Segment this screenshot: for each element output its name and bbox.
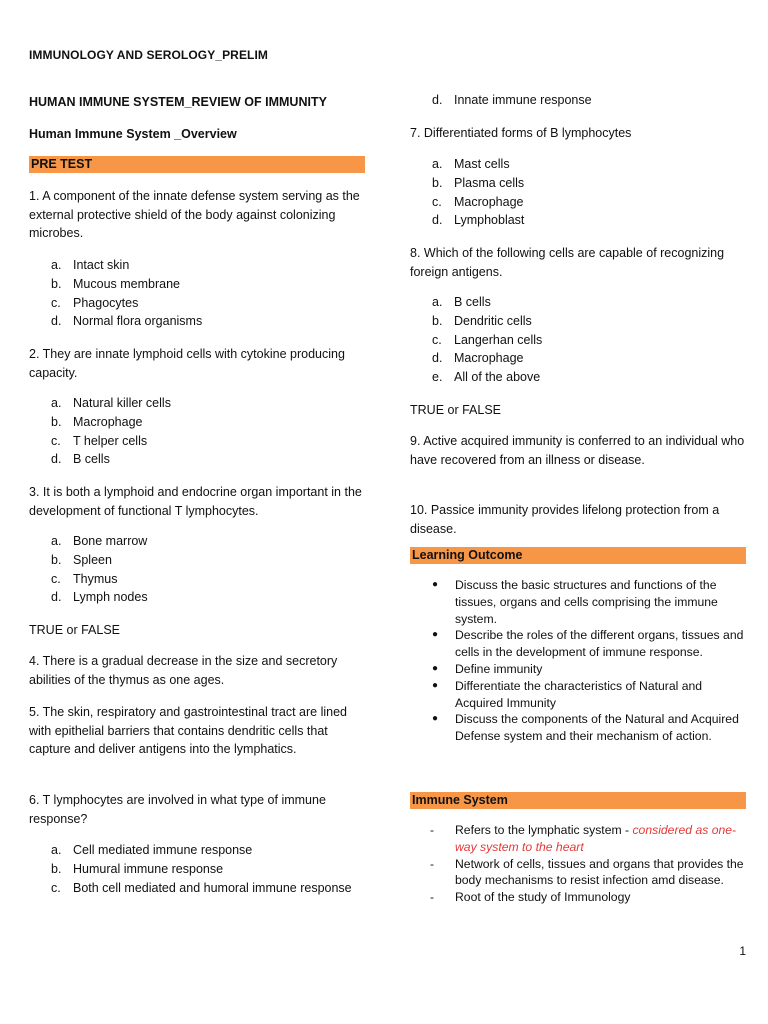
option-6b: b. Humural immune response: [51, 861, 224, 876]
question-7: 7. Differentiated forms of B lymphocytes: [410, 126, 632, 140]
option-7c: c. Macrophage: [432, 194, 524, 209]
dash-bullet-icon: -: [430, 823, 434, 837]
option-3a: a. Bone marrow: [51, 534, 148, 548]
option-2b: b. Macrophage: [51, 414, 143, 429]
immune-system-item: - Root of the study of Immunology: [430, 890, 631, 905]
option-1a: a. Intact skin: [51, 258, 130, 272]
question-5: 5. The skin, respiratory and gastrointestinal tract are lined with epithelial barriers that contains dendritic cells that capture and deliver antigens into the lymphatics.: [29, 705, 347, 756]
option-8b: b. Dendritic cells: [432, 313, 532, 328]
option-1b: b. Mucous membrane: [51, 276, 180, 291]
dash-bullet-icon: -: [430, 890, 434, 905]
bullet-icon: ●: [432, 579, 439, 590]
option-8c: c. Langerhan cells: [432, 332, 543, 347]
bullet-icon: ●: [432, 629, 439, 641]
option-3d: d. Lymph nodes: [51, 590, 148, 605]
option-2d: d. B cells: [51, 452, 110, 467]
true-false-label-2: TRUE or FALSE: [410, 403, 501, 417]
option-2c: c. T helper cells: [51, 433, 148, 448]
question-7-options: [410, 155, 746, 230]
immune-system-item: - Refers to the lymphatic system - considered as one-way system to the heart: [430, 823, 737, 854]
option-7b: b. Plasma cells: [432, 175, 525, 190]
option-8a: a. B cells: [432, 295, 491, 309]
learning-outcome-item: ● Discuss the basic structures and functions of the tissues, organs and cells comprising the immune system.: [432, 578, 718, 626]
question-1-options: [29, 256, 365, 331]
learning-outcome-item: ● Define immunity: [432, 661, 543, 676]
pretest-heading: PRE TEST: [29, 156, 365, 173]
dash-bullet-icon: -: [430, 856, 434, 871]
bullet-icon: ●: [432, 679, 439, 691]
page-number: 1: [739, 944, 746, 958]
learning-outcome-item: ● Differentiate the characteristics of Natural and Acquired Immunity: [432, 678, 703, 710]
option-8d: d. Macrophage: [432, 351, 524, 366]
immune-system-list: [410, 822, 746, 906]
question-8-options: [410, 293, 746, 387]
question-2: 2. They are innate lymphoid cells with cytokine producing capacity.: [29, 347, 345, 380]
option-6d: d. Innate immune response: [432, 93, 592, 107]
option-3c: c. Thymus: [51, 571, 118, 586]
question-2-options: [29, 394, 365, 469]
option-1c: c. Phagocytes: [51, 295, 139, 310]
option-6c: c. Both cell mediated and humoral immune response: [51, 880, 352, 895]
option-2a: a. Natural killer cells: [51, 396, 171, 410]
document-subtitle: Human Immune System _Overview: [29, 127, 237, 141]
option-3b: b. Spleen: [51, 552, 112, 567]
question-6-options: [29, 841, 365, 897]
option-7d: d. Lymphoblast: [432, 213, 525, 228]
immune-system-item: - Network of cells, tissues and organs that provides the body mechanisms to resist infection amd disease.: [430, 856, 744, 888]
learning-outcome-heading: Learning Outcome: [410, 547, 746, 564]
question-10: 10. Passice immunity provides lifelong protection from a disease.: [410, 503, 720, 536]
learning-outcome-list: [410, 577, 746, 745]
document-title: HUMAN IMMUNE SYSTEM_REVIEW OF IMMUNITY: [29, 95, 327, 109]
question-9: 9. Active acquired immunity is conferred to an individual who have recovered from an illness or disease.: [410, 434, 745, 467]
option-6a: a. Cell mediated immune response: [51, 843, 253, 857]
question-1: 1. A component of the innate defense system serving as the external protective shield of the body against colonizing microbes.: [29, 189, 360, 240]
highlighted-note: considered as one-way system to the heart: [455, 823, 737, 854]
bullet-icon: ●: [432, 713, 439, 725]
question-4: 4. There is a gradual decrease in the size and secretory abilities of the thymus as one ages.: [29, 654, 338, 687]
document-header: IMMUNOLOGY AND SEROLOGY_PRELIM: [29, 48, 269, 62]
option-1d: d. Normal flora organisms: [51, 314, 203, 329]
learning-outcome-item: ● Describe the roles of the different organs, tissues and cells in the development of immune response.: [432, 628, 744, 660]
bullet-icon: ●: [432, 662, 439, 674]
immune-system-heading: Immune System: [410, 792, 746, 809]
option-8e: e. All of the above: [432, 370, 541, 385]
question-3-options: [29, 532, 365, 607]
question-6-options-continued: [410, 91, 746, 110]
option-7a: a. Mast cells: [432, 157, 510, 171]
question-8: 8. Which of the following cells are capable of recognizing foreign antigens.: [410, 246, 725, 279]
true-false-label-1: TRUE or FALSE: [29, 623, 120, 637]
question-3: 3. It is both a lymphoid and endocrine organ important in the development of functional T lymphocytes.: [29, 485, 362, 518]
question-6: 6. T lymphocytes are involved in what type of immune response?: [29, 793, 326, 826]
learning-outcome-item: ● Discuss the components of the Natural and Acquired Defense system and their mechanism of action.: [432, 712, 739, 744]
